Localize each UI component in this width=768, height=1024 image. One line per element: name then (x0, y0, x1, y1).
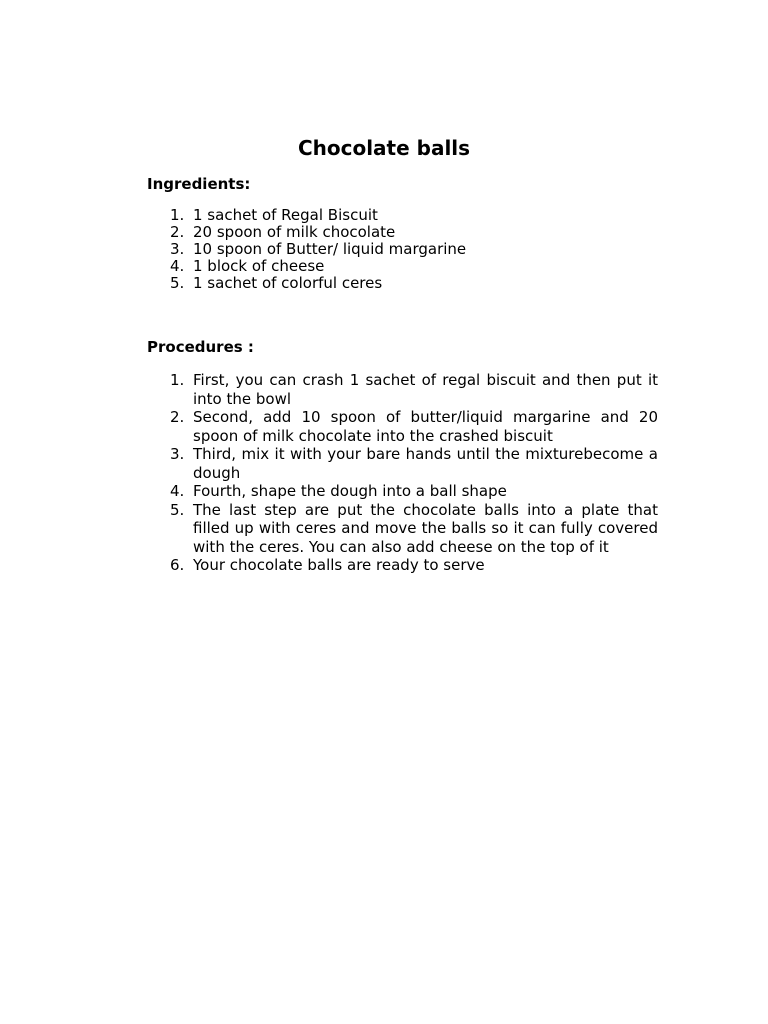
procedure-step (147, 371, 658, 408)
ingredients-list (147, 207, 658, 292)
ingredient-text: 1 block of cheese (193, 257, 325, 275)
procedure-text: Fourth, shape the dough into a ball shape (193, 482, 507, 500)
procedure-step (147, 556, 658, 575)
procedures-heading: Procedures : (147, 338, 254, 356)
ingredient-text: 1 sachet of Regal Biscuit (193, 206, 378, 224)
procedure-text: First, you can crash 1 sachet of regal biscuit and then put it into the bowl (193, 371, 658, 408)
list-number: 5. (170, 274, 185, 292)
list-number: 1. (170, 371, 185, 389)
procedure-text: Third, mix it with your bare hands until the mixturebecome a dough (193, 445, 658, 482)
procedure-step (147, 408, 658, 445)
list-number: 4. (170, 257, 185, 275)
list-number: 3. (170, 240, 185, 258)
list-number: 2. (170, 223, 185, 241)
procedures-list (147, 371, 658, 575)
ingredient-text: 10 spoon of Butter/ liquid margarine (193, 240, 467, 258)
list-number: 4. (170, 482, 185, 500)
procedure-step (147, 445, 658, 482)
list-number: 1. (170, 206, 185, 224)
ingredient-item (147, 207, 658, 224)
document-title: Chocolate balls (297, 136, 471, 160)
procedure-step (147, 501, 658, 557)
ingredient-text: 1 sachet of colorful ceres (193, 274, 383, 292)
procedure-step (147, 482, 658, 501)
ingredient-item (147, 275, 658, 292)
procedure-text: The last step are put the chocolate balls into a plate that filled up with ceres and move the balls so it can fully covered with the ceres. You can also add cheese on the top of it (193, 500, 658, 556)
list-number: 5. (170, 500, 185, 519)
procedure-text: Your chocolate balls are ready to serve (193, 556, 485, 574)
ingredient-item (147, 258, 658, 275)
ingredient-text: 20 spoon of milk chocolate (193, 223, 396, 241)
ingredients-heading: Ingredients: (147, 175, 251, 193)
list-number: 6. (170, 556, 185, 574)
ingredient-item (147, 241, 658, 258)
list-number: 3. (170, 445, 185, 463)
list-number: 2. (170, 408, 185, 426)
ingredient-item (147, 224, 658, 241)
procedure-text: Second, add 10 spoon of butter/liquid margarine and 20 spoon of milk chocolate into the crashed biscuit (193, 408, 658, 445)
